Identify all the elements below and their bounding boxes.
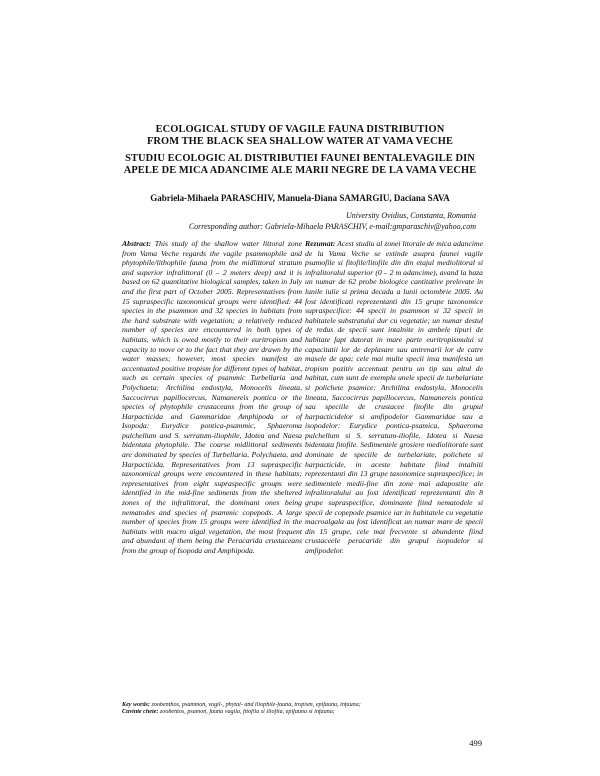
abstract-label: Abstract: <box>122 239 152 248</box>
keywords-romanian-text: zoobentos, psamon, fauna vagila, fitofila si iliofila, epifauna si infauna; <box>158 709 335 715</box>
keywords-english-text: zoobenthos, psammon, vagil-, phytal- and iliophile-fauna, tropism, epifauna, infauna; <box>149 702 361 708</box>
abstract-text: This study of the shallow water littoral zone from Vama Veche regards the vagile psammophile and phytophile/lithophile fauna from the midlittoral stratum and superior infralittoral (0 – 2 meters deep) and it is based on 62 quantitative biological samples, taken in July and the first part of October 2005. Representatives from 15 supraspecific taxonomical groups were identified: 44 species in the psammon and 32 species in habitats from the hard substrate with vegetation; a relatively reduced number of species are encountered in both types of habitats, which is owed mostly to their euritropism and capacity to move or to the fact that they are drawn by the water masses; however, most species manifest an accentuated positive tropism for different types of habitat, such as certain species of psammic Turbellaria and Polychaeta: Archilina endostyla, Monocelis lineata, Saccocirrus papillocercus, Namanereis pontica or the species of phytophile crustaceans from the group of Harpacticida and Gammaridae Amphipoda or of Isopoda: Eurydice pontica-psammic, Sphaeroma pulchellum and S. serratum-iliophile, Idotea and Naesa bidentata phytophile. The coarse midlittoral sediments are dominated by species of Turbellaria, Polychaeta, and Harpacticida. Representatives from 13 supraspecific taxonomical groups were encountered in these habitats; representatives from eight supraspecific groups were identified in the mid-fine sediments from the sheltered zones of the infralittoral, the dominant ones being nematodes and species of psammic copepods. A large number of species from 15 groups were identified in the habitats with macro algal vegetation, the most frequent and abundant of them being the Peracarida crustaceans from the group of Isopoda and Amphipoda. <box>122 239 302 555</box>
title-romanian <box>100 153 500 177</box>
page-number: 499 <box>469 738 482 748</box>
title-english <box>100 124 500 148</box>
rezumat-text: Acest studiu al zonei litorale de mica adancime de la Vama Veche se extinde asupra faunei vagile psamofile si fitofile/litofile din din etajul mediolitoral si infralitoralul superior (0 – 2 m adancime), avand la baza un numar de 62 probe biologice cantitative prelevate in lunile iulie si prima decada a lunii octombrie 2005. Au fost identificati reprezentanti din 15 grupe taxonomice supraspecifice: 44 specii in psammon si 32 specii in habitatele substratului dur cu vegetatie; un numar destul de redus de specii sunt intalnite in ambele tipuri de habitate fapt datorat in mare parte euritropismului si capacitatii lor de deplasare sau antrenarii lor de catre masele de apa; cele mai multe specii insa manifesta un tropism pozitiv accentuat pentru un tip sau altul de habitat, cum sunt de exemplu unele specii de turbelariate si polichete psamice: Archilina endostyla, Monocelis lineata, Saccocirrus papillocercus, Namanereis pontica sau speciile de crustacee fitofile din grupul harpacticidelor si amfipodelor Gammaridae sau a isopodelor: Eurydice pontica-psamica, Sphaeroma pulchellum si S. serratum-iliofile, Idotea si Naesa bidentata fitofile. Sedimentele grosiere mediolitorale sunt dominate de speciile de turbelariate, polichete si harpacticide, in aceste habitate fiind intalniti reprezentanti din 13 grupe taxonomice supraspecifice; in sedimentele medii-fine din zone mai adapostite ale infralitoralului au fost identificati reprezentanti din 8 grupe supraspecifice, dominante fiind nematodele si specii de copepode psamice iar in habitatele cu vegetatie macroalgala au fost identificat un numar mare de specii din 15 grupe, cele mai frecvente si abundente fiind crustaceele peracaride din grupul isopodelor si amfipodelor. <box>305 239 483 555</box>
keywords-english-label: Key words: <box>122 702 150 708</box>
title-english-line-1: ECOLOGICAL STUDY OF VAGILE FAUNA DISTRIBUTION <box>155 124 445 135</box>
title-english-line-2: FROM THE BLACK SEA SHALLOW WATER AT VAMA VECHE <box>146 136 453 147</box>
corresponding-author: Corresponding author: Gabriela-Mihaela PARASCHIV, e-mail:gmparaschiv@yahoo.com <box>188 222 476 231</box>
affiliation: University Ovidius, Constanta, Romania <box>346 211 476 220</box>
keywords-romanian <box>122 709 484 716</box>
rezumat-column <box>305 239 483 556</box>
title-romanian-line-1: STUDIU ECOLOGIC AL DISTRIBUTIEI FAUNEI BENTALEVAGILE DIN <box>125 153 475 164</box>
keywords-romanian-label: Cuvinte cheie: <box>122 709 159 715</box>
abstract-column <box>122 239 302 556</box>
rezumat-label: Rezumat: <box>305 239 336 248</box>
author-list: Gabriela-Mihaela PARASCHIV, Manuela-Diana SAMARGIU, Daciana SAVA <box>150 193 450 203</box>
title-romanian-line-2: APELE DE MICA ADANCIME ALE MARII NEGRE DE LA VAMA VECHE <box>123 165 477 176</box>
